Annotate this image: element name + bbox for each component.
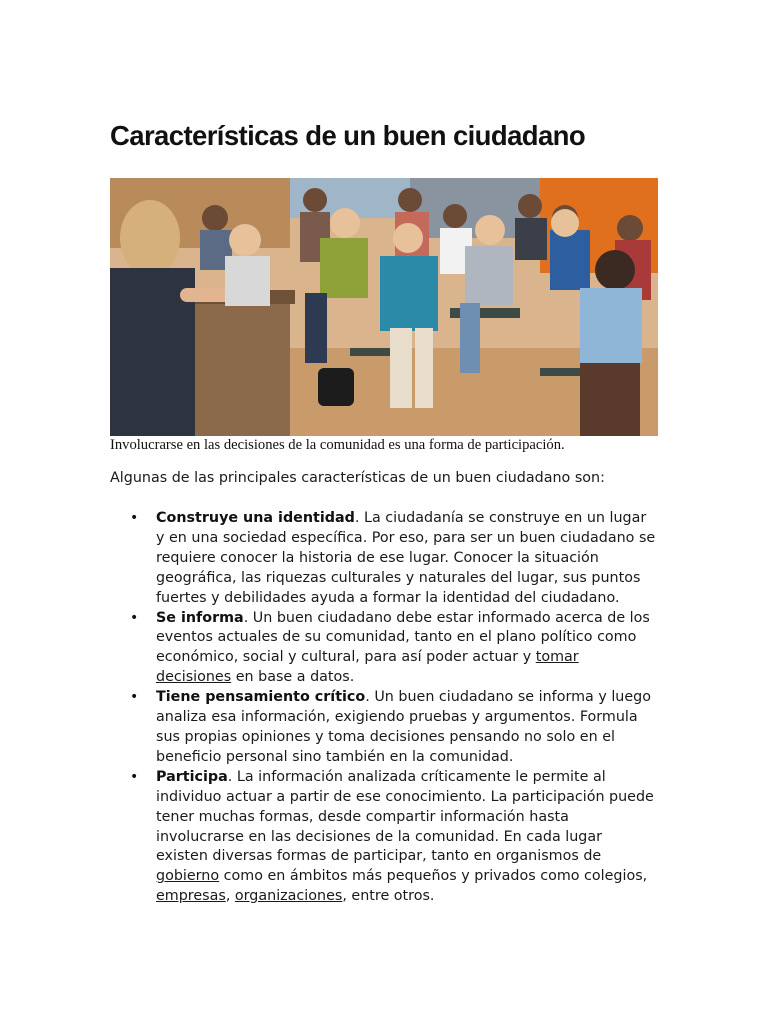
item-heading: Tiene pensamiento crítico	[156, 689, 366, 706]
characteristics-list	[110, 509, 658, 907]
item-text: ,	[225, 888, 235, 905]
item-text: , entre otros.	[342, 888, 435, 905]
intro-paragraph: Algunas de las principales características de un buen ciudadano son:	[110, 470, 605, 486]
item-heading: Participa	[156, 768, 228, 785]
list-item	[110, 688, 658, 768]
list-item	[110, 509, 658, 609]
item-text: . La ciudadanía se construye en un lugar y en una sociedad específica. Por eso, para ser un buen ciudadano se requiere conocer la historia de ese lugar. Conocer la situación geográfica, las riquezas culturales y naturales del lugar, sus puntos fuertes y debilidades ayuda a formar la identidad del ciudadano.	[156, 510, 656, 606]
item-heading: Se informa	[156, 609, 244, 626]
item-heading: Construye una identidad	[156, 510, 355, 526]
audience-photo	[110, 178, 658, 436]
item-text: . La información analizada críticamente le permite al individuo actuar a partir de ese conocimiento. La participación puede tener muchas formas, desde compartir información hasta involucrarse en las decisiones de la comunidad. En cada lugar existen diversas formas de participar, tanto en organismos de	[156, 768, 654, 865]
bullet-icon: •	[130, 689, 139, 706]
item-text: . Un buen ciudadano debe estar informado acerca de los eventos actuales de su comunidad, tanto en el plano político como económico, social y cultural, para así poder actuar y	[156, 609, 650, 666]
item-text: en base a datos.	[231, 669, 355, 686]
link-empresas[interactable]: empresas	[156, 888, 226, 905]
photo-caption: Involucrarse en las decisiones de la comunidad es una forma de participación.	[110, 437, 565, 453]
list-item	[110, 609, 658, 689]
page-title: Características de un buen ciudadano	[110, 120, 586, 151]
link-gobierno[interactable]: gobierno	[156, 868, 220, 885]
link-organizaciones[interactable]: organizaciones	[234, 888, 343, 905]
link-tomar-decisiones[interactable]: tomar decisiones	[156, 649, 579, 686]
bullet-icon: •	[130, 609, 139, 626]
item-text: como en ámbitos más pequeños y privados como colegios,	[219, 868, 648, 885]
bullet-icon: •	[130, 510, 139, 526]
list-item	[110, 768, 658, 907]
item-text: . Un buen ciudadano se informa y luego analiza esa información, exigiendo pruebas y argumentos. Formula sus propias opiniones y toma decisiones pensando no solo en el beneficio personal sino también en la comunidad.	[156, 689, 651, 765]
bullet-icon: •	[130, 768, 139, 785]
